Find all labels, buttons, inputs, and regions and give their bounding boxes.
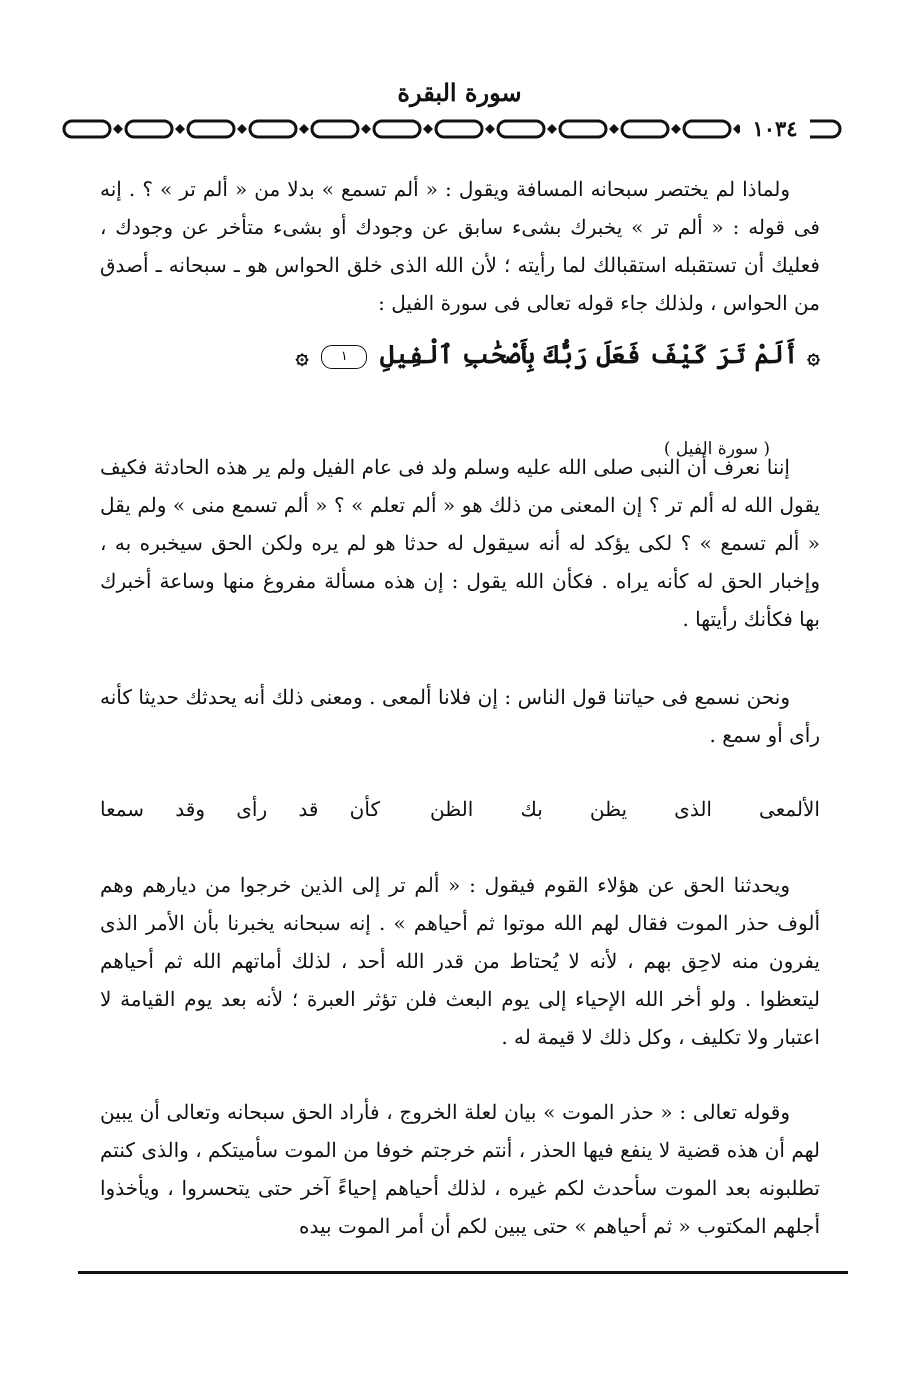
paragraph-2: إننا نعرف أن النبى صلى الله عليه وسلم ولد فى عام الفيل ولم ير هذه الحادثة فكيف يقول الله له ألم تر ؟ إن المعنى من ذلك هو « ألم تعلم » ؟ « ألم تسمع منى » ولم يقل « ألم تسمع » ؟ لكى يؤكد له أنه سيقول له حدثا هو لم يره ولكن الحق سيخبره به ، وإخبار الحق له كأنه يراه . فكأن الله يقول : إن هذه مسألة مفروغ منها وساعة أخبرك بها فكأنك رأيتها . [100, 455, 820, 631]
page-number: ١٠٣٤ [740, 114, 810, 144]
surah-title: سورة البقرة [397, 78, 522, 107]
verse-close-ornament-icon: ۞ [295, 343, 309, 370]
ornamental-header-rule [62, 115, 842, 143]
paragraph-1: ولماذا لم يختصر سبحانه المسافة ويقول : « ألم تسمع » بدلا من « ألم تر » ؟ . إنه فى قوله : « ألم تر » يخبرك بشىء سابق عن وجودك أو بشىء متأخر عن وجودك ، فعليك أن تستقبله استقبالك لما رأيته ؛ لأن الله الذى خلق الحواس هو ـ سبحانه ـ أصدق من الحواس ، ولذلك جاء قوله تعالى فى سورة الفيل : [100, 177, 820, 315]
quran-verse [295, 335, 820, 377]
ayah-number-marker: ١ [321, 345, 367, 369]
footer-rule [78, 1271, 848, 1274]
poem-verse [100, 790, 820, 828]
paragraph-4: ويحدثنا الحق عن هؤلاء القوم فيقول : « ألم تر إلى الذين خرجوا من ديارهم وهم ألوف حذر الموت فقال لهم الله موتوا ثم أحياهم » . إنه سبحانه يخبرنا بأن الأمر الذى يفرون منه لاحِق بهم ، لأنه لا يُحتاط من قدر الله أحد ، لذلك أماتهم الله ثم أحياهم ليتعظوا . ولو أخر الله الإحياء إلى يوم البعث فلن تؤثر العبرة ؛ لأنه بعد يوم القيامة لا اعتبار ولا تكليف ، وكل ذلك لا قيمة له . [100, 873, 821, 1049]
paragraph-3: ونحن نسمع فى حياتنا قول الناس : إن فلانا ألمعى . ومعنى ذلك أنه يحدثك حديثا كأنه رأى أو سمع . [100, 685, 820, 747]
poem-second-hemistich: كأن قد رأى وقد سمعا [100, 797, 380, 821]
poem-first-hemistich: الألمعى الذى يظن بك الظن [430, 797, 820, 821]
verse-text: أَلَمْ تَرَ كَيْفَ فَعَلَ رَبُّكَ بِأَصْحَٰبِ ٱلْفِيلِ [379, 340, 799, 369]
verse-open-ornament-icon: ۞ [807, 343, 820, 370]
paragraph-5: وقوله تعالى : « حذر الموت » بيان لعلة الخروج ، فأراد الحق سبحانه وتعالى أن يبين لهم أن هذه قضية لا ينفع فيها الحذر ، أنتم خرجتم خوفا من الموت سأميتكم ، والذى كنتم تطلبونه بعد الموت سأحدث لكم غيره ، لذلك أحياهم إحياءً آخر حتى يتحسروا ، ويأخذوا أجلهم المكتوب « ثم أحياهم » حتى يبين لكم أن أمر الموت بيده [100, 1100, 820, 1238]
verse-reference: ( سورة الفيل ) [663, 439, 770, 459]
